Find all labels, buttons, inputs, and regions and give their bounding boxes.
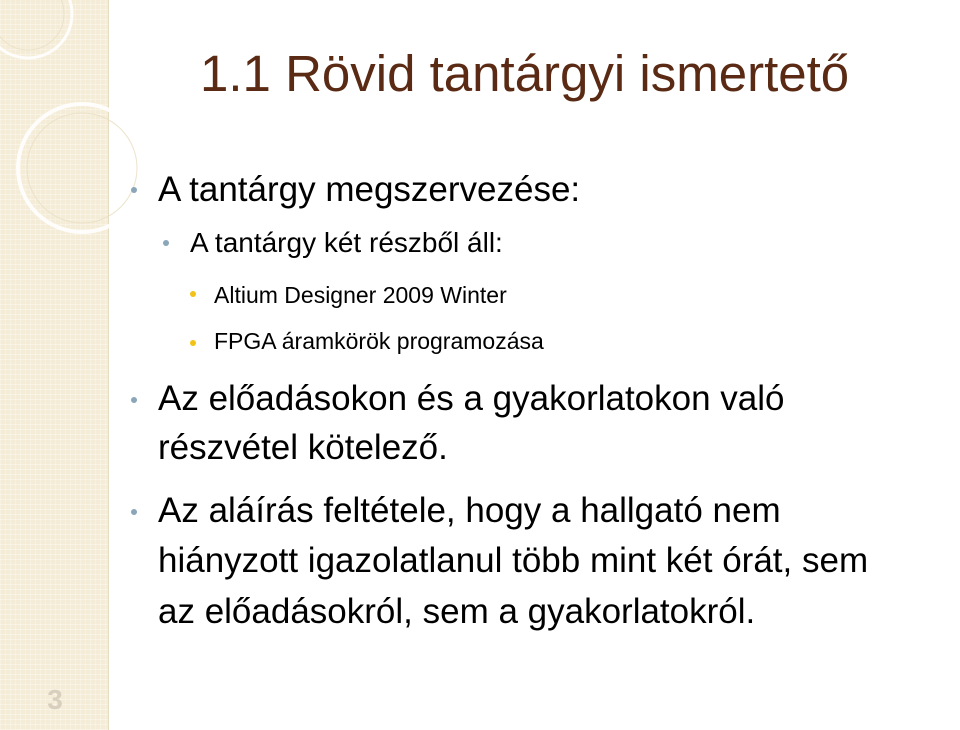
bullet-icon <box>190 291 196 297</box>
sub-sub-bullet-item: FPGA áramkörök programozása <box>214 328 544 354</box>
bullet-item-line: Az előadásokon és a gyakorlatokon való <box>158 379 785 418</box>
bullet-icon <box>131 397 137 403</box>
slide-number: 3 <box>47 684 63 715</box>
bullet-item: A tantárgy megszervezése: <box>158 170 581 209</box>
slide-title: 1.1 Rövid tantárgyi ismertető <box>200 45 850 102</box>
bullet-item-line: Az aláírás feltétele, hogy a hallgató nem <box>158 491 781 530</box>
bullet-item-line: az előadásokról, sem a gyakorlatokról. <box>158 592 756 631</box>
bullet-item-line: hiányzott igazolatlanul több mint két órát, sem <box>158 541 869 580</box>
sub-bullet-item: A tantárgy két részből áll: <box>190 227 503 258</box>
bullet-icon <box>131 509 137 515</box>
decorative-circles-icon <box>0 0 140 260</box>
bullet-icon <box>190 340 196 346</box>
bullet-icon <box>131 187 137 193</box>
bullet-item-line: részvétel kötelező. <box>158 428 448 467</box>
bullet-icon <box>163 240 169 246</box>
sub-sub-bullet-item: Altium Designer 2009 Winter <box>214 282 507 308</box>
